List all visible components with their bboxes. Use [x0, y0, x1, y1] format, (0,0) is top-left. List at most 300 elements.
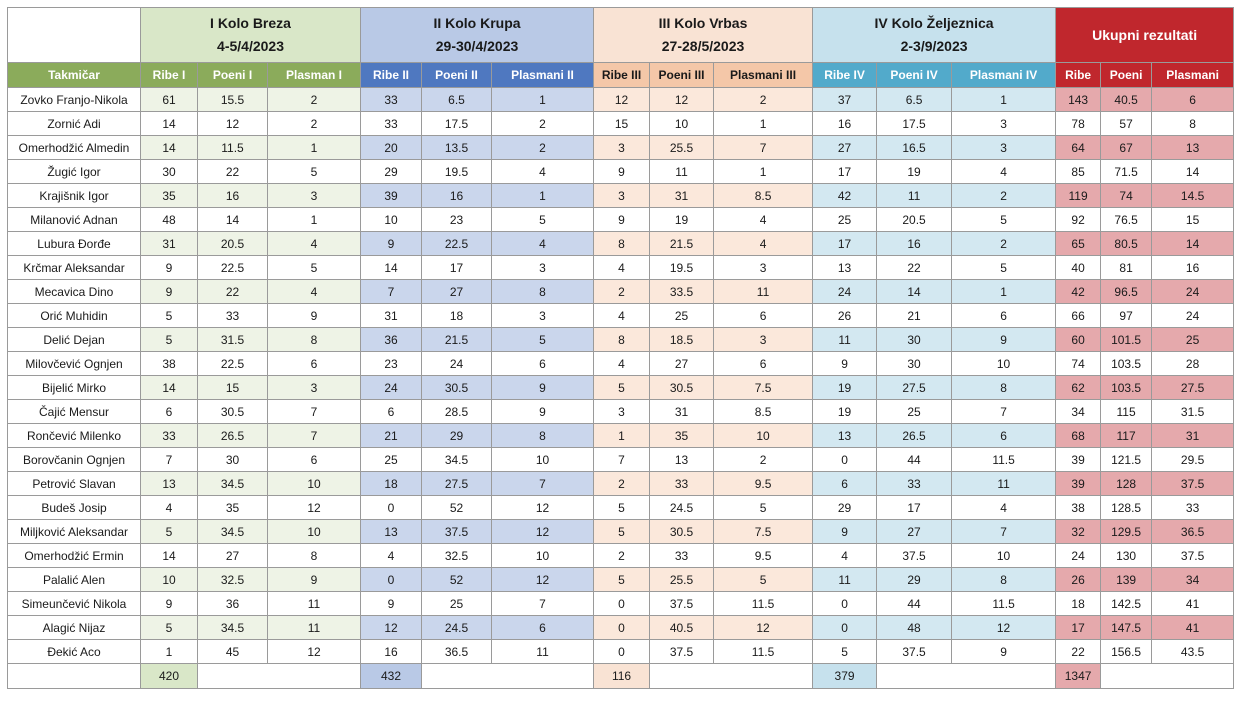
- table-cell: 61: [141, 88, 198, 112]
- table-cell: 2: [268, 88, 361, 112]
- table-cell: 1: [268, 136, 361, 160]
- table-cell: 8: [1152, 112, 1234, 136]
- table-cell: 10: [952, 544, 1056, 568]
- table-cell: 12: [492, 496, 594, 520]
- table-cell: 29: [422, 424, 492, 448]
- table-cell: 139: [1101, 568, 1152, 592]
- table-cell: 32.5: [422, 544, 492, 568]
- table-cell: 27.5: [1152, 376, 1234, 400]
- table-cell: 17.5: [877, 112, 952, 136]
- table-cell: 7: [492, 472, 594, 496]
- table-cell: 29.5: [1152, 448, 1234, 472]
- table-cell: 11.5: [952, 592, 1056, 616]
- table-cell: 11.5: [198, 136, 268, 160]
- table-cell: 18: [361, 472, 422, 496]
- table-cell: 57: [1101, 112, 1152, 136]
- table-cell: 10: [361, 208, 422, 232]
- table-cell: 18: [1056, 592, 1101, 616]
- table-cell: 1: [492, 88, 594, 112]
- table-cell: 26: [1056, 568, 1101, 592]
- table-cell: 78: [1056, 112, 1101, 136]
- table-cell: 6: [714, 352, 813, 376]
- table-cell: 11: [268, 616, 361, 640]
- table-cell: 20: [361, 136, 422, 160]
- round3-title: III Kolo Vrbas: [658, 15, 748, 31]
- table-cell: 11: [268, 592, 361, 616]
- table-cell: 6: [268, 448, 361, 472]
- table-cell: 7: [268, 400, 361, 424]
- table-cell: 92: [1056, 208, 1101, 232]
- table-cell: 33: [650, 472, 714, 496]
- table-cell: 19.5: [422, 160, 492, 184]
- round2-date: 29-30/4/2023: [435, 38, 519, 54]
- table-cell: 9.5: [714, 544, 813, 568]
- table-cell: 29: [361, 160, 422, 184]
- table-cell: 71.5: [1101, 160, 1152, 184]
- table-cell: 8: [594, 232, 650, 256]
- column-header: Plasmani: [1152, 63, 1234, 88]
- table-cell: 30.5: [422, 376, 492, 400]
- table-cell: 33: [198, 304, 268, 328]
- table-cell: 10: [268, 472, 361, 496]
- table-cell: 8: [492, 280, 594, 304]
- table-row: [8, 136, 1234, 160]
- competitor-name: Petrović Slavan: [8, 472, 141, 496]
- round3-header: [594, 8, 813, 63]
- table-cell: 28.5: [422, 400, 492, 424]
- table-row: [8, 568, 1234, 592]
- total-title: Ukupni rezultati: [1092, 26, 1198, 43]
- results-table-container: [7, 7, 1234, 689]
- table-cell: 45: [198, 640, 268, 664]
- table-cell: 142.5: [1101, 592, 1152, 616]
- round1-header: [141, 8, 361, 63]
- table-cell: 103.5: [1101, 352, 1152, 376]
- table-cell: 24: [422, 352, 492, 376]
- table-cell: 13: [813, 424, 877, 448]
- table-cell: 14: [141, 544, 198, 568]
- column-header: Poeni III: [650, 63, 714, 88]
- table-cell: 39: [1056, 448, 1101, 472]
- column-header: Plasmani IV: [952, 63, 1056, 88]
- table-cell: 33: [877, 472, 952, 496]
- table-cell: 14: [198, 208, 268, 232]
- column-header: Ribe IV: [813, 63, 877, 88]
- table-cell: 12: [198, 112, 268, 136]
- competitor-name: Lubura Đorđe: [8, 232, 141, 256]
- table-cell: 117: [1101, 424, 1152, 448]
- table-cell: 24.5: [650, 496, 714, 520]
- table-cell: 16: [198, 184, 268, 208]
- table-cell: 36.5: [422, 640, 492, 664]
- table-cell: 32: [1056, 520, 1101, 544]
- table-cell: 10: [492, 544, 594, 568]
- table-cell: 6: [952, 424, 1056, 448]
- column-header: Plasmani II: [492, 63, 594, 88]
- table-cell: 143: [1056, 88, 1101, 112]
- table-cell: 8: [268, 544, 361, 568]
- competitor-name: Bijelić Mirko: [8, 376, 141, 400]
- table-cell: 12: [952, 616, 1056, 640]
- table-cell: 16: [877, 232, 952, 256]
- table-cell: 6: [492, 352, 594, 376]
- table-row: [8, 112, 1234, 136]
- table-cell: 34.5: [422, 448, 492, 472]
- table-cell: 37.5: [1152, 544, 1234, 568]
- table-cell: 8: [268, 328, 361, 352]
- table-cell: 4: [952, 496, 1056, 520]
- table-cell: 4: [594, 304, 650, 328]
- table-cell: 31: [1152, 424, 1234, 448]
- total-ribe-all: 1347: [1056, 664, 1101, 689]
- table-cell: 27: [650, 352, 714, 376]
- table-cell: 0: [813, 616, 877, 640]
- column-header-row: [8, 63, 1234, 88]
- competitor-name: Krčmar Aleksandar: [8, 256, 141, 280]
- table-cell: 9: [492, 376, 594, 400]
- table-cell: 6: [1152, 88, 1234, 112]
- table-cell: 35: [198, 496, 268, 520]
- table-cell: 3: [268, 376, 361, 400]
- table-cell: 31: [361, 304, 422, 328]
- table-cell: 30.5: [650, 520, 714, 544]
- table-cell: 2: [952, 232, 1056, 256]
- table-cell: 15.5: [198, 88, 268, 112]
- table-cell: 33: [361, 112, 422, 136]
- table-cell: 17: [1056, 616, 1101, 640]
- table-cell: 24: [1152, 304, 1234, 328]
- round-header-row: [8, 8, 1234, 63]
- competitor-name: Milovčević Ognjen: [8, 352, 141, 376]
- table-cell: 14: [361, 256, 422, 280]
- header-blank-cell: [8, 8, 141, 63]
- table-cell: 101.5: [1101, 328, 1152, 352]
- table-cell: 35: [141, 184, 198, 208]
- table-cell: 42: [1056, 280, 1101, 304]
- table-cell: 27.5: [877, 376, 952, 400]
- table-row: [8, 280, 1234, 304]
- table-cell: 10: [650, 112, 714, 136]
- table-cell: 128.5: [1101, 496, 1152, 520]
- table-cell: 25: [877, 400, 952, 424]
- table-cell: 2: [952, 184, 1056, 208]
- table-cell: 27: [422, 280, 492, 304]
- table-cell: 4: [594, 352, 650, 376]
- table-cell: 119: [1056, 184, 1101, 208]
- table-cell: 39: [1056, 472, 1101, 496]
- competitor-name: Zovko Franjo-Nikola: [8, 88, 141, 112]
- round2-header: [361, 8, 594, 63]
- table-cell: 4: [952, 160, 1056, 184]
- table-row: [8, 544, 1234, 568]
- round2-title: II Kolo Krupa: [433, 15, 521, 31]
- table-cell: 5: [141, 328, 198, 352]
- table-cell: 6: [714, 304, 813, 328]
- column-header: Poeni: [1101, 63, 1152, 88]
- table-cell: 8: [492, 424, 594, 448]
- table-cell: 37: [813, 88, 877, 112]
- table-cell: 5: [594, 568, 650, 592]
- table-cell: 130: [1101, 544, 1152, 568]
- table-row: [8, 232, 1234, 256]
- table-cell: 2: [594, 544, 650, 568]
- table-cell: 19: [650, 208, 714, 232]
- column-header: Ribe II: [361, 63, 422, 88]
- table-cell: 8: [952, 376, 1056, 400]
- table-cell: 21.5: [650, 232, 714, 256]
- table-cell: 76.5: [1101, 208, 1152, 232]
- table-cell: 37.5: [877, 640, 952, 664]
- competitor-name: Borovčanin Ognjen: [8, 448, 141, 472]
- table-cell: 5: [141, 520, 198, 544]
- table-cell: 147.5: [1101, 616, 1152, 640]
- table-cell: 4: [141, 496, 198, 520]
- table-cell: 3: [952, 112, 1056, 136]
- table-cell: 3: [594, 184, 650, 208]
- table-cell: 9: [813, 520, 877, 544]
- table-row: [8, 88, 1234, 112]
- table-cell: 85: [1056, 160, 1101, 184]
- table-cell: 9: [594, 160, 650, 184]
- table-cell: 25: [1152, 328, 1234, 352]
- table-cell: 2: [714, 448, 813, 472]
- table-cell: 8.5: [714, 400, 813, 424]
- table-cell: 10: [141, 568, 198, 592]
- table-cell: 6: [361, 400, 422, 424]
- table-cell: 121.5: [1101, 448, 1152, 472]
- table-cell: 24.5: [422, 616, 492, 640]
- table-cell: 2: [492, 136, 594, 160]
- table-cell: 30: [877, 352, 952, 376]
- table-cell: 17.5: [422, 112, 492, 136]
- table-cell: 5: [594, 520, 650, 544]
- table-cell: 1: [268, 208, 361, 232]
- table-cell: 7: [594, 448, 650, 472]
- table-cell: 4: [492, 160, 594, 184]
- table-cell: 129.5: [1101, 520, 1152, 544]
- table-cell: 22: [198, 280, 268, 304]
- table-cell: 19: [813, 376, 877, 400]
- table-cell: 1: [141, 640, 198, 664]
- table-cell: 34.5: [198, 616, 268, 640]
- table-cell: 12: [714, 616, 813, 640]
- table-cell: 1: [714, 160, 813, 184]
- table-cell: 0: [594, 640, 650, 664]
- table-cell: 37.5: [877, 544, 952, 568]
- table-cell: 97: [1101, 304, 1152, 328]
- table-cell: 24: [813, 280, 877, 304]
- table-cell: 12: [268, 496, 361, 520]
- table-cell: 3: [952, 136, 1056, 160]
- table-cell: 27: [877, 520, 952, 544]
- table-cell: 16.5: [877, 136, 952, 160]
- table-cell: 2: [492, 112, 594, 136]
- table-row: [8, 328, 1234, 352]
- table-cell: 81: [1101, 256, 1152, 280]
- table-cell: 1: [594, 424, 650, 448]
- table-cell: 26: [813, 304, 877, 328]
- table-cell: 9.5: [714, 472, 813, 496]
- table-cell: 11: [650, 160, 714, 184]
- table-cell: 4: [268, 280, 361, 304]
- round1-date: 4-5/4/2023: [217, 38, 284, 54]
- table-cell: 6: [141, 400, 198, 424]
- total-header: [1056, 8, 1234, 63]
- table-cell: 22.5: [198, 352, 268, 376]
- table-cell: 24: [1152, 280, 1234, 304]
- table-cell: 36.5: [1152, 520, 1234, 544]
- table-row: [8, 592, 1234, 616]
- table-cell: 23: [361, 352, 422, 376]
- table-cell: 34: [1056, 400, 1101, 424]
- table-cell: 3: [714, 328, 813, 352]
- table-cell: 37.5: [650, 640, 714, 664]
- competitor-name: Mecavica Dino: [8, 280, 141, 304]
- table-cell: 9: [952, 328, 1056, 352]
- competitor-name: Omerhodžić Ermin: [8, 544, 141, 568]
- competitor-name: Krajišnik Igor: [8, 184, 141, 208]
- round4-date: 2-3/9/2023: [900, 38, 968, 54]
- table-cell: 20.5: [877, 208, 952, 232]
- table-row: [8, 160, 1234, 184]
- round4-header: [813, 8, 1056, 63]
- table-cell: 14: [877, 280, 952, 304]
- table-cell: 38: [141, 352, 198, 376]
- table-cell: 7: [714, 136, 813, 160]
- table-cell: 41: [1152, 616, 1234, 640]
- table-cell: 12: [268, 640, 361, 664]
- table-cell: 0: [813, 592, 877, 616]
- table-cell: 36: [361, 328, 422, 352]
- total-ribe-4: 379: [813, 664, 877, 689]
- table-cell: 11: [813, 568, 877, 592]
- table-row: [8, 376, 1234, 400]
- round1-title: I Kolo Breza: [210, 15, 291, 31]
- table-cell: 35: [650, 424, 714, 448]
- table-cell: 1: [952, 88, 1056, 112]
- table-cell: 34: [1152, 568, 1234, 592]
- table-cell: 3: [492, 304, 594, 328]
- table-cell: 33: [650, 544, 714, 568]
- table-cell: 13: [650, 448, 714, 472]
- table-cell: 12: [492, 568, 594, 592]
- table-cell: 9: [361, 592, 422, 616]
- total-ribe-3: 116: [594, 664, 650, 689]
- table-cell: 25.5: [650, 136, 714, 160]
- table-cell: 27.5: [422, 472, 492, 496]
- table-cell: 40.5: [1101, 88, 1152, 112]
- competitor-name: Budeš Josip: [8, 496, 141, 520]
- table-cell: 66: [1056, 304, 1101, 328]
- competitor-name: Zornić Adi: [8, 112, 141, 136]
- round4-title: IV Kolo Željeznica: [874, 15, 994, 31]
- table-cell: 11: [877, 184, 952, 208]
- table-cell: 44: [877, 592, 952, 616]
- table-cell: 38: [1056, 496, 1101, 520]
- totals-spacer-3: [650, 664, 813, 689]
- table-cell: 39: [361, 184, 422, 208]
- table-cell: 80.5: [1101, 232, 1152, 256]
- table-cell: 31: [650, 184, 714, 208]
- table-cell: 3: [714, 256, 813, 280]
- table-cell: 5: [141, 616, 198, 640]
- table-row: [8, 616, 1234, 640]
- table-cell: 16: [1152, 256, 1234, 280]
- table-cell: 17: [813, 232, 877, 256]
- table-cell: 34.5: [198, 520, 268, 544]
- table-cell: 36: [198, 592, 268, 616]
- table-cell: 31: [141, 232, 198, 256]
- table-cell: 67: [1101, 136, 1152, 160]
- table-cell: 26.5: [198, 424, 268, 448]
- table-cell: 11.5: [714, 592, 813, 616]
- table-cell: 4: [594, 256, 650, 280]
- table-cell: 21: [361, 424, 422, 448]
- table-cell: 8: [952, 568, 1056, 592]
- table-cell: 9: [268, 304, 361, 328]
- table-cell: 33: [361, 88, 422, 112]
- table-cell: 9: [141, 592, 198, 616]
- table-cell: 15: [198, 376, 268, 400]
- table-cell: 10: [952, 352, 1056, 376]
- table-cell: 13.5: [422, 136, 492, 160]
- table-cell: 11: [714, 280, 813, 304]
- totals-spacer-5: [1101, 664, 1234, 689]
- table-cell: 14: [1152, 160, 1234, 184]
- table-cell: 16: [361, 640, 422, 664]
- table-cell: 40.5: [650, 616, 714, 640]
- table-cell: 7: [268, 424, 361, 448]
- table-cell: 22.5: [198, 256, 268, 280]
- table-cell: 30: [877, 328, 952, 352]
- table-cell: 115: [1101, 400, 1152, 424]
- competitor-name: Delić Dejan: [8, 328, 141, 352]
- table-cell: 37.5: [422, 520, 492, 544]
- table-cell: 37.5: [1152, 472, 1234, 496]
- table-cell: 12: [492, 520, 594, 544]
- table-cell: 60: [1056, 328, 1101, 352]
- table-cell: 7.5: [714, 376, 813, 400]
- table-cell: 11: [952, 472, 1056, 496]
- table-cell: 74: [1056, 352, 1101, 376]
- table-cell: 15: [594, 112, 650, 136]
- table-cell: 5: [268, 160, 361, 184]
- table-cell: 9: [268, 568, 361, 592]
- competitor-name: Simeunčević Nikola: [8, 592, 141, 616]
- table-cell: 16: [813, 112, 877, 136]
- table-cell: 0: [594, 592, 650, 616]
- table-cell: 1: [492, 184, 594, 208]
- totals-row: [8, 664, 1234, 689]
- table-cell: 15: [1152, 208, 1234, 232]
- table-cell: 5: [714, 568, 813, 592]
- table-cell: 62: [1056, 376, 1101, 400]
- table-cell: 17: [422, 256, 492, 280]
- column-header: Poeni IV: [877, 63, 952, 88]
- table-cell: 5: [952, 256, 1056, 280]
- competitor-name: Žugić Igor: [8, 160, 141, 184]
- table-cell: 3: [268, 184, 361, 208]
- table-cell: 5: [141, 304, 198, 328]
- table-cell: 18.5: [650, 328, 714, 352]
- totals-spacer-1: [198, 664, 361, 689]
- column-header: Poeni I: [198, 63, 268, 88]
- table-cell: 4: [361, 544, 422, 568]
- table-cell: 20.5: [198, 232, 268, 256]
- table-row: [8, 184, 1234, 208]
- table-cell: 0: [594, 616, 650, 640]
- table-cell: 23: [422, 208, 492, 232]
